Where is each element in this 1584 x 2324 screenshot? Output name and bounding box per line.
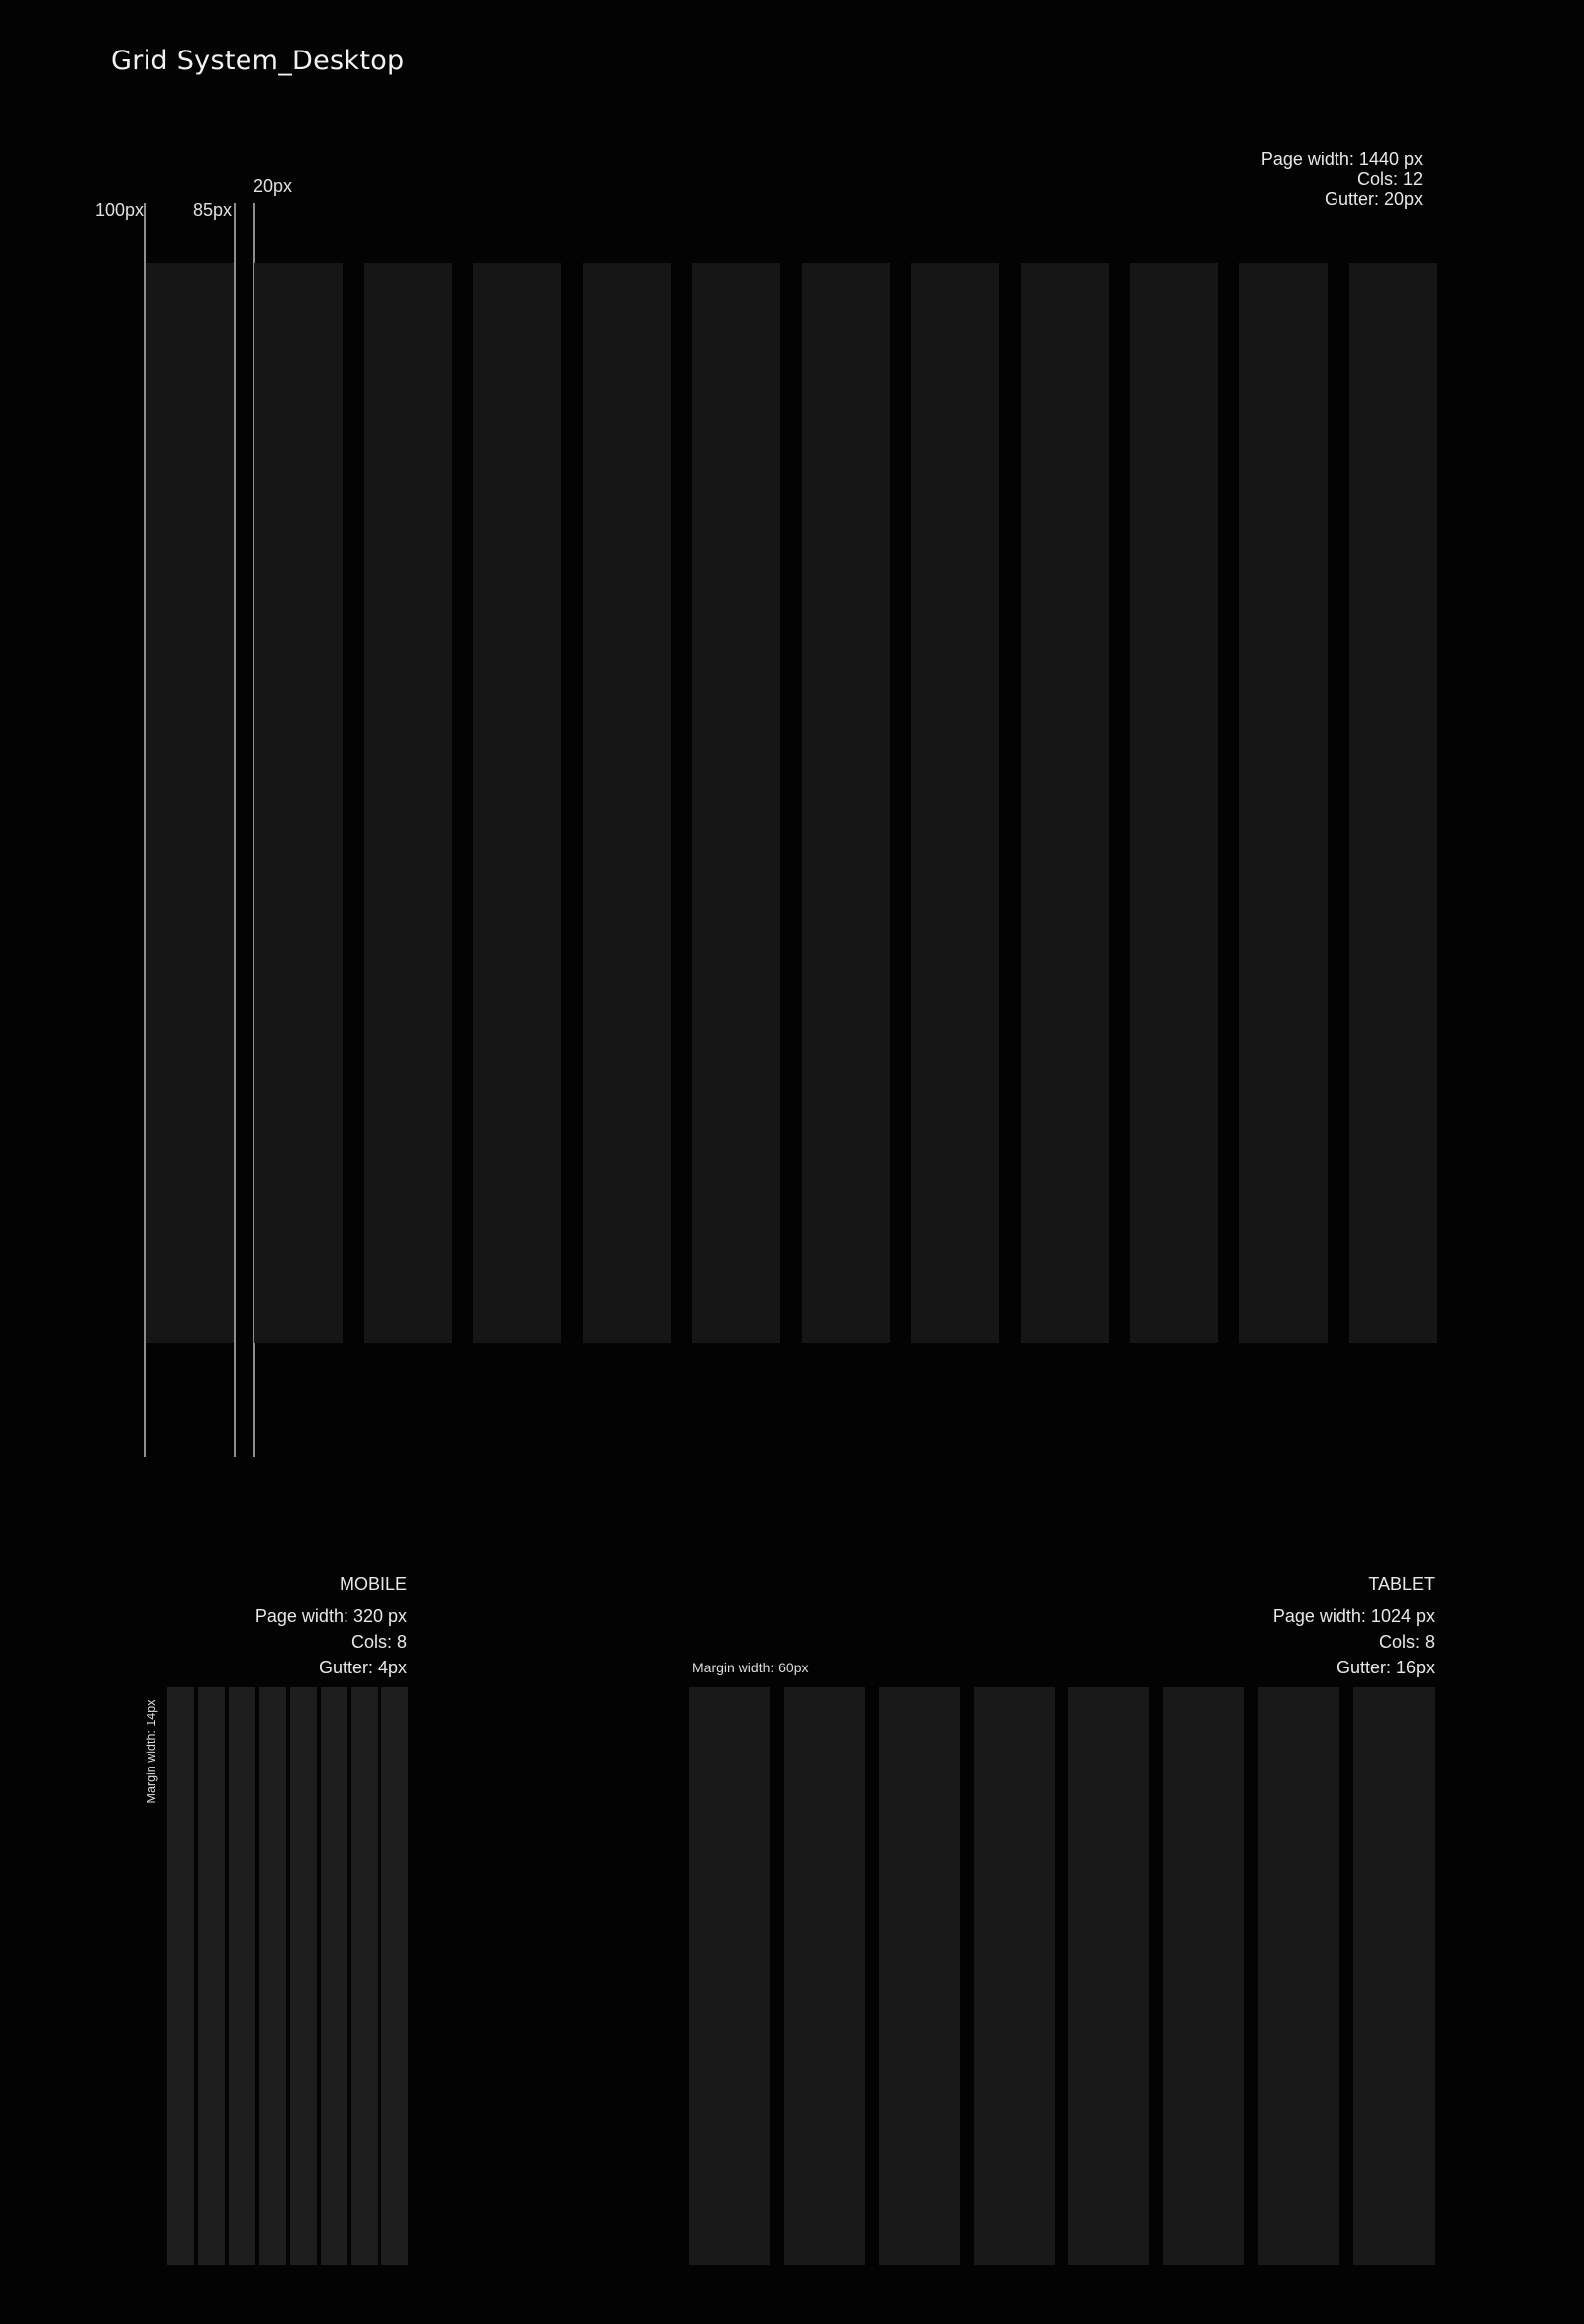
mobile-spec: [255, 1574, 407, 1683]
tablet-column: [1163, 1687, 1244, 2265]
mobile-column: [351, 1687, 378, 2265]
mobile-gutter: Gutter: 4px: [318, 1658, 407, 1677]
mobile-column: [381, 1687, 408, 2265]
desktop-column: [583, 263, 671, 1343]
tablet-column: [784, 1687, 865, 2265]
mobile-grid: [167, 1687, 408, 2265]
gutter-measure-label: 20px: [253, 176, 293, 196]
tablet-grid: [689, 1687, 1435, 2265]
tablet-title: TABLET: [1368, 1574, 1435, 1594]
desktop-gutter: Gutter: 20px: [1324, 189, 1423, 209]
mobile-column: [198, 1687, 225, 2265]
mobile-margin-text: Margin width: 14px: [145, 1699, 158, 1804]
desktop-column: [1021, 263, 1109, 1343]
desktop-column: [692, 263, 780, 1343]
tablet-column: [974, 1687, 1055, 2265]
tablet-gutter: Gutter: 16px: [1336, 1658, 1435, 1677]
tablet-margin-label: Margin width: 60px: [692, 1660, 809, 1675]
mobile-margin-label: [142, 1687, 161, 1816]
desktop-page-width: Page width: 1440 px: [1260, 150, 1423, 169]
desktop-cols: Cols: 12: [1356, 169, 1423, 189]
column-measure-label: 85px: [193, 200, 233, 220]
desktop-column: [1239, 263, 1328, 1343]
mobile-column: [229, 1687, 255, 2265]
desktop-column: [364, 263, 452, 1343]
tablet-column: [879, 1687, 960, 2265]
tablet-column: [1353, 1687, 1435, 2265]
desktop-spec: [1261, 150, 1423, 209]
desktop-column: [254, 263, 343, 1343]
desktop-column: [473, 263, 561, 1343]
tablet-cols: Cols: 8: [1378, 1632, 1435, 1652]
desktop-column: [911, 263, 999, 1343]
desktop-column: [146, 263, 234, 1343]
tablet-spec: [1273, 1574, 1435, 1683]
tablet-column: [689, 1687, 770, 2265]
tablet-column: [1068, 1687, 1149, 2265]
desktop-column: [1130, 263, 1218, 1343]
mobile-column: [321, 1687, 347, 2265]
mobile-cols: Cols: 8: [350, 1632, 407, 1652]
mobile-page-width: Page width: 320 px: [254, 1606, 407, 1626]
margin-measure-label: 100px: [95, 200, 145, 220]
desktop-grid: [146, 263, 1437, 1343]
desktop-column: [1349, 263, 1437, 1343]
mobile-column: [167, 1687, 194, 2265]
tablet-column: [1258, 1687, 1339, 2265]
mobile-column: [259, 1687, 286, 2265]
desktop-column: [802, 263, 890, 1343]
page-title: Grid System_Desktop: [111, 46, 405, 76]
tablet-page-width: Page width: 1024 px: [1272, 1606, 1435, 1626]
mobile-title: MOBILE: [339, 1574, 407, 1594]
mobile-column: [290, 1687, 317, 2265]
